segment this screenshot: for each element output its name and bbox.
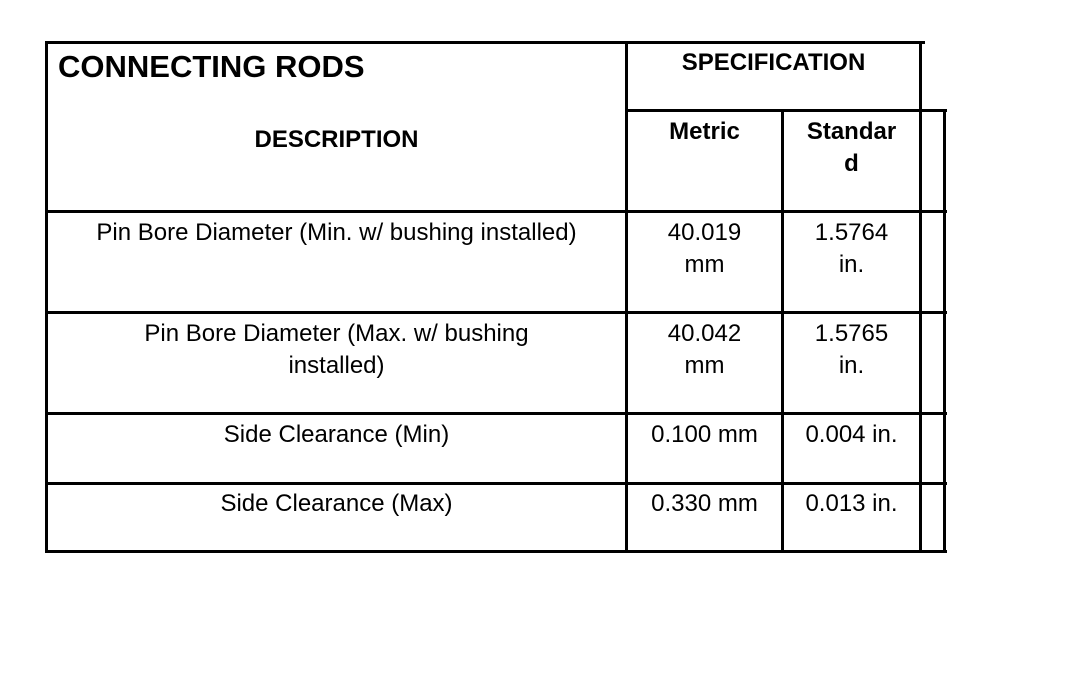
spec-header-divider	[626, 109, 947, 112]
row-divider	[45, 482, 947, 485]
row-4-metric: 0.330 mm	[651, 490, 758, 517]
row-1-description: Pin Bore Diameter (Min. w/ bushing installed)	[96, 219, 577, 246]
header-bottom-divider	[45, 210, 947, 213]
row-2-metric: 40.042 mm	[667, 320, 742, 379]
table-title: CONNECTING RODS	[58, 49, 365, 84]
table-border-right	[943, 110, 946, 553]
description-header: DESCRIPTION	[254, 126, 419, 153]
table-border-top	[45, 41, 925, 44]
standard-header: Standar d	[806, 118, 897, 177]
row-2-description: Pin Bore Diameter (Max. w/ bushing installed)	[144, 320, 529, 379]
row-4-description: Side Clearance (Max)	[220, 490, 453, 517]
row-1-metric: 40.019 mm	[667, 219, 742, 278]
standard-column-divider	[919, 41, 922, 553]
row-divider	[45, 412, 947, 415]
row-3-metric: 0.100 mm	[651, 421, 758, 448]
row-1-standard: 1.5764 in.	[814, 219, 889, 278]
row-4-standard: 0.013 in.	[805, 490, 898, 517]
specification-header: SPECIFICATION	[681, 49, 866, 76]
table-border-left	[45, 41, 48, 553]
row-3-standard: 0.004 in.	[805, 421, 898, 448]
row-2-standard: 1.5765 in.	[814, 320, 889, 379]
row-3-description: Side Clearance (Min)	[223, 421, 450, 448]
table-border-bottom	[45, 550, 947, 553]
row-divider	[45, 311, 947, 314]
metric-header: Metric	[669, 118, 740, 145]
